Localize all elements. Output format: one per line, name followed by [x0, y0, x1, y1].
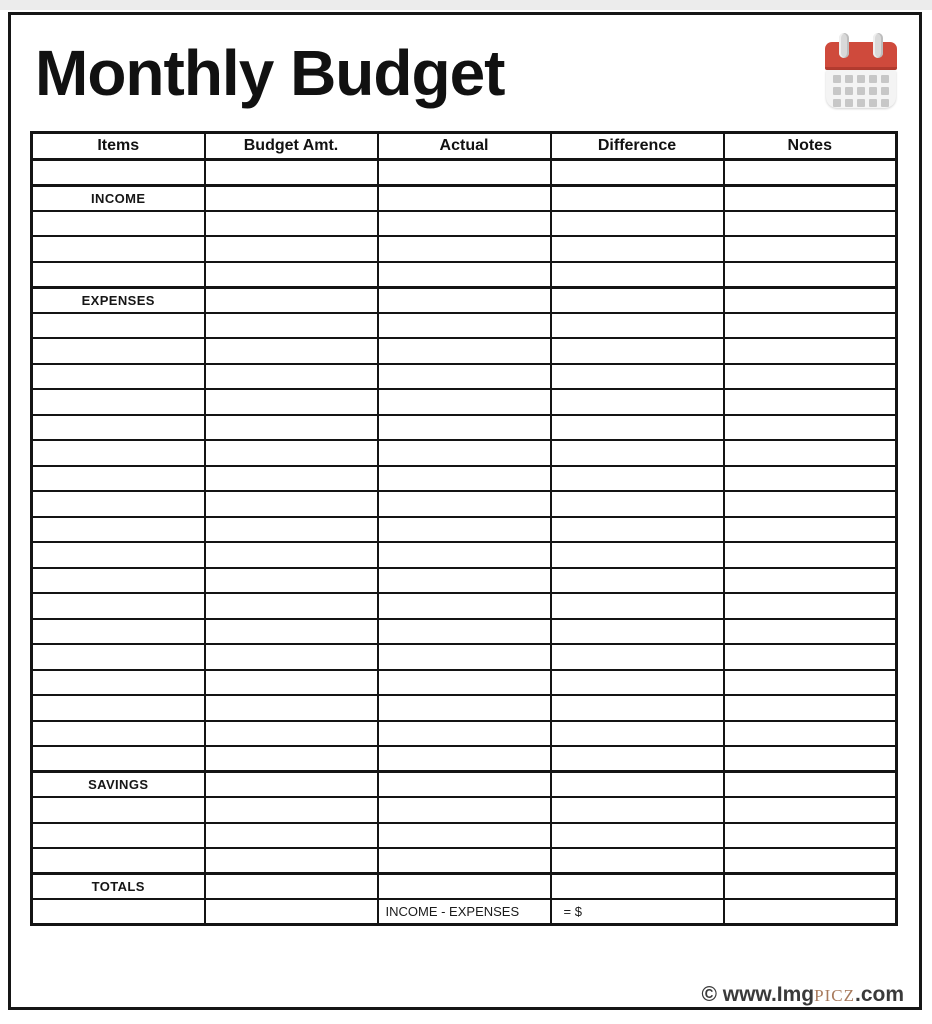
difference-cell — [551, 670, 724, 696]
actual-cell — [378, 491, 551, 517]
budget-amt-cell — [205, 899, 378, 925]
actual-cell — [378, 236, 551, 262]
difference-cell — [551, 746, 724, 772]
difference-cell — [551, 797, 724, 823]
notes-cell — [724, 389, 897, 415]
actual-cell — [378, 695, 551, 721]
budget-amt-cell — [205, 287, 378, 313]
notes-cell — [724, 338, 897, 364]
table-row — [32, 211, 897, 237]
table-row — [32, 746, 897, 772]
calendar-dot — [869, 75, 877, 83]
table-row — [32, 619, 897, 645]
items-cell — [32, 797, 205, 823]
items-cell — [32, 721, 205, 747]
budget-amt-cell — [205, 491, 378, 517]
notes-cell — [724, 313, 897, 339]
calendar-dot — [845, 87, 853, 95]
notes-cell — [724, 440, 897, 466]
difference-cell — [551, 287, 724, 313]
items-cell — [32, 440, 205, 466]
notes-cell — [724, 211, 897, 237]
actual-cell — [378, 440, 551, 466]
calendar-dot — [833, 75, 841, 83]
budget-table-container — [30, 131, 898, 926]
actual-cell — [378, 823, 551, 849]
items-cell — [32, 160, 205, 186]
difference-cell — [551, 619, 724, 645]
calendar-icon — [825, 33, 897, 108]
actual-cell — [378, 211, 551, 237]
table-row — [32, 568, 897, 594]
notes-cell — [724, 746, 897, 772]
difference-cell — [551, 593, 724, 619]
budget-amt-cell — [205, 517, 378, 543]
notes-cell — [724, 415, 897, 441]
difference-cell — [551, 211, 724, 237]
notes-cell — [724, 695, 897, 721]
notes-cell — [724, 823, 897, 849]
actual-cell — [378, 568, 551, 594]
actual-cell — [378, 772, 551, 798]
section-row — [32, 772, 897, 798]
notes-cell — [724, 287, 897, 313]
difference-cell — [551, 772, 724, 798]
difference-cell — [551, 262, 724, 288]
table-row — [32, 491, 897, 517]
table-row — [32, 236, 897, 262]
difference-cell — [551, 644, 724, 670]
budget-table — [30, 131, 898, 926]
budget-amt-cell — [205, 542, 378, 568]
calendar-dot — [833, 99, 841, 107]
budget-amt-cell — [205, 746, 378, 772]
notes-cell — [724, 542, 897, 568]
page-title: Monthly Budget — [35, 37, 505, 109]
table-row — [32, 823, 897, 849]
budget-amt-cell — [205, 797, 378, 823]
budget-amt-cell — [205, 313, 378, 339]
calendar-dot — [857, 99, 865, 107]
notes-cell — [724, 848, 897, 874]
actual-cell — [378, 593, 551, 619]
notes-cell — [724, 491, 897, 517]
table-row — [32, 670, 897, 696]
watermark-brand: PICZ — [814, 986, 855, 1005]
calendar-dot — [869, 87, 877, 95]
watermark — [701, 983, 904, 1007]
actual-cell — [378, 262, 551, 288]
actual-cell — [378, 670, 551, 696]
difference-cell — [551, 721, 724, 747]
header-row — [32, 133, 897, 160]
calendar-dot — [881, 87, 889, 95]
table-row — [32, 695, 897, 721]
column-header-budget-amt: Budget Amt. — [205, 133, 378, 160]
table-row — [32, 542, 897, 568]
items-cell — [32, 389, 205, 415]
actual-cell — [378, 542, 551, 568]
difference-cell — [551, 568, 724, 594]
table-row — [32, 797, 897, 823]
actual-cell — [378, 619, 551, 645]
table-row — [32, 848, 897, 874]
items-cell — [32, 848, 205, 874]
items-cell — [32, 568, 205, 594]
section-row — [32, 874, 897, 900]
calendar-icon-header — [825, 42, 897, 70]
table-row — [32, 389, 897, 415]
items-cell — [32, 313, 205, 339]
actual-cell — [378, 160, 551, 186]
difference-cell: = $ — [551, 899, 724, 925]
notes-cell — [724, 619, 897, 645]
difference-cell — [551, 236, 724, 262]
items-cell: TOTALS — [32, 874, 205, 900]
difference-cell — [551, 389, 724, 415]
items-cell — [32, 415, 205, 441]
section-row — [32, 185, 897, 211]
budget-amt-cell — [205, 619, 378, 645]
table-row — [32, 415, 897, 441]
table-row — [32, 364, 897, 390]
table-row — [32, 313, 897, 339]
watermark-prefix: © www.Img — [701, 983, 815, 1006]
items-cell — [32, 211, 205, 237]
items-cell — [32, 364, 205, 390]
table-row — [32, 593, 897, 619]
items-cell: INCOME — [32, 185, 205, 211]
items-cell — [32, 593, 205, 619]
difference-cell — [551, 517, 724, 543]
budget-table-body — [32, 160, 897, 925]
items-cell — [32, 746, 205, 772]
table-row — [32, 466, 897, 492]
budget-amt-cell — [205, 415, 378, 441]
actual-cell — [378, 517, 551, 543]
budget-amt-cell — [205, 160, 378, 186]
items-cell — [32, 236, 205, 262]
notes-cell — [724, 772, 897, 798]
items-cell — [32, 262, 205, 288]
actual-cell — [378, 746, 551, 772]
budget-amt-cell — [205, 848, 378, 874]
table-row — [32, 721, 897, 747]
column-header-items: Items — [32, 133, 205, 160]
difference-cell — [551, 185, 724, 211]
calendar-dot — [845, 75, 853, 83]
items-cell — [32, 542, 205, 568]
notes-cell — [724, 236, 897, 262]
table-row — [32, 160, 897, 186]
column-header-notes: Notes — [724, 133, 897, 160]
budget-amt-cell — [205, 644, 378, 670]
notes-cell — [724, 670, 897, 696]
notes-cell — [724, 593, 897, 619]
budget-amt-cell — [205, 262, 378, 288]
actual-cell — [378, 338, 551, 364]
budget-amt-cell — [205, 440, 378, 466]
actual-cell — [378, 364, 551, 390]
actual-cell — [378, 874, 551, 900]
budget-amt-cell — [205, 874, 378, 900]
difference-cell — [551, 338, 724, 364]
table-row — [32, 440, 897, 466]
items-cell: SAVINGS — [32, 772, 205, 798]
notes-cell — [724, 568, 897, 594]
table-row — [32, 644, 897, 670]
difference-cell — [551, 364, 724, 390]
budget-amt-cell — [205, 695, 378, 721]
budget-amt-cell — [205, 721, 378, 747]
actual-cell — [378, 287, 551, 313]
budget-amt-cell — [205, 466, 378, 492]
calendar-dot — [845, 99, 853, 107]
budget-amt-cell — [205, 568, 378, 594]
difference-cell — [551, 848, 724, 874]
budget-amt-cell — [205, 236, 378, 262]
difference-cell — [551, 542, 724, 568]
table-row — [32, 338, 897, 364]
items-cell — [32, 695, 205, 721]
notes-cell — [724, 160, 897, 186]
calendar-icon-grid — [833, 75, 889, 107]
budget-amt-cell — [205, 670, 378, 696]
difference-cell — [551, 415, 724, 441]
calendar-dot — [869, 99, 877, 107]
budget-amt-cell — [205, 338, 378, 364]
notes-cell — [724, 517, 897, 543]
items-cell — [32, 644, 205, 670]
actual-cell — [378, 721, 551, 747]
difference-cell — [551, 313, 724, 339]
actual-cell — [378, 797, 551, 823]
budget-amt-cell — [205, 823, 378, 849]
column-header-actual: Actual — [378, 133, 551, 160]
items-cell — [32, 466, 205, 492]
notes-cell — [724, 185, 897, 211]
items-cell — [32, 491, 205, 517]
budget-amt-cell — [205, 389, 378, 415]
items-cell — [32, 517, 205, 543]
difference-cell — [551, 823, 724, 849]
calendar-ring-icon — [873, 33, 883, 58]
items-cell — [32, 670, 205, 696]
difference-cell — [551, 695, 724, 721]
difference-cell — [551, 160, 724, 186]
notes-cell — [724, 797, 897, 823]
calendar-dot — [881, 75, 889, 83]
items-cell — [32, 619, 205, 645]
items-cell — [32, 899, 205, 925]
section-row — [32, 287, 897, 313]
difference-cell — [551, 491, 724, 517]
difference-cell — [551, 440, 724, 466]
notes-cell — [724, 899, 897, 925]
table-row — [32, 262, 897, 288]
column-header-difference: Difference — [551, 133, 724, 160]
budget-amt-cell — [205, 772, 378, 798]
budget-amt-cell — [205, 593, 378, 619]
actual-cell — [378, 415, 551, 441]
notes-cell — [724, 644, 897, 670]
watermark-suffix: .com — [854, 983, 904, 1006]
actual-cell — [378, 644, 551, 670]
actual-cell — [378, 313, 551, 339]
notes-cell — [724, 364, 897, 390]
items-cell — [32, 338, 205, 364]
notes-cell — [724, 262, 897, 288]
actual-cell — [378, 185, 551, 211]
actual-cell — [378, 848, 551, 874]
budget-amt-cell — [205, 185, 378, 211]
items-cell: EXPENSES — [32, 287, 205, 313]
table-row — [32, 517, 897, 543]
calendar-ring-icon — [839, 33, 849, 58]
calendar-dot — [833, 87, 841, 95]
budget-amt-cell — [205, 364, 378, 390]
notes-cell — [724, 721, 897, 747]
page-top-strip — [0, 0, 932, 10]
actual-cell — [378, 466, 551, 492]
budget-sheet — [8, 12, 922, 1010]
notes-cell — [724, 466, 897, 492]
calendar-dot — [857, 87, 865, 95]
budget-amt-cell — [205, 211, 378, 237]
actual-cell — [378, 389, 551, 415]
notes-cell — [724, 874, 897, 900]
calendar-dot — [857, 75, 865, 83]
difference-cell — [551, 874, 724, 900]
difference-cell — [551, 466, 724, 492]
formula-row — [32, 899, 897, 925]
calendar-dot — [881, 99, 889, 107]
items-cell — [32, 823, 205, 849]
actual-cell: INCOME - EXPENSES — [378, 899, 551, 925]
